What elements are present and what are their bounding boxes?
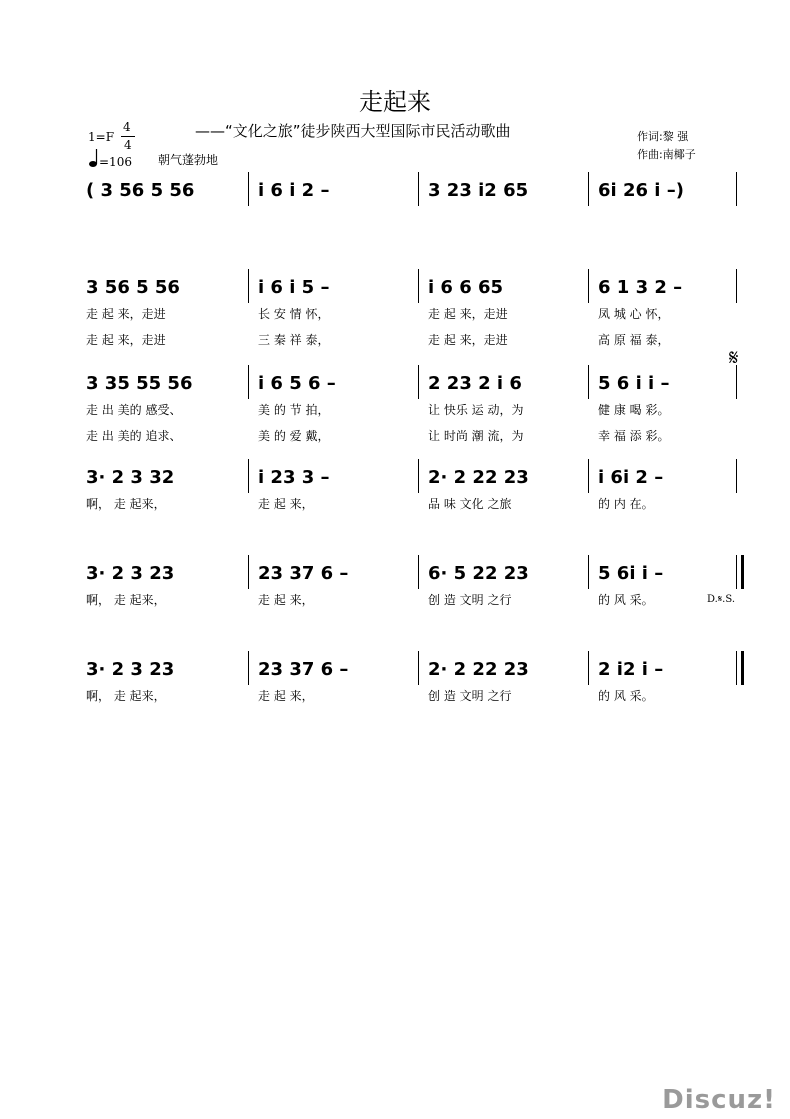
barline: [588, 269, 589, 303]
expression-marking: 朝气蓬勃地: [158, 153, 219, 167]
lyric-text: 啊， 走 起来，: [86, 593, 166, 607]
measure-notes: 2· 2 22 23: [428, 659, 529, 680]
measure-notes: ( 3 56 5 56: [86, 180, 195, 201]
measure-notes: 3· 2 3 23: [86, 563, 175, 584]
lyric-text: 让 时尚 潮 流，为: [428, 429, 524, 443]
lyric-text: 品 味 文化 之旅: [428, 497, 512, 511]
measure-notes: i 6 5 6 –: [258, 373, 336, 394]
lyric-text: 凤 城 心 怀，: [598, 307, 670, 321]
lyric-text: 走 起 来，: [258, 593, 314, 607]
time-signature-top: 4: [123, 120, 131, 134]
ds-marking: D.𝄋.S.: [707, 594, 735, 605]
lyric-text: 走 起 来，走进: [86, 307, 166, 321]
barline: [248, 459, 249, 493]
notes-line: [86, 659, 746, 689]
barline: [588, 651, 589, 685]
barline: [588, 459, 589, 493]
measure-notes: 3 35 55 56: [86, 373, 193, 394]
lyric-text: 走 起 来，: [258, 689, 314, 703]
lyric-text: 长 安 情 怀，: [258, 307, 330, 321]
measure-notes: 5 6i i –: [598, 563, 664, 584]
barline: [588, 172, 589, 206]
measure-notes: 6i 26 i –): [598, 180, 684, 201]
barline: [248, 172, 249, 206]
barline: [418, 555, 419, 589]
lyric-text: 的 风 采。: [598, 593, 654, 607]
measure-notes: 3· 2 3 23: [86, 659, 175, 680]
lyric-text: 啊， 走 起来，: [86, 497, 166, 511]
barline: [736, 651, 737, 685]
barline: [588, 555, 589, 589]
lyric-text: 走 出 美的 感受、: [86, 403, 182, 417]
measure-notes: 3 56 5 56: [86, 277, 180, 298]
lyric-text: 创 造 文明 之行: [428, 593, 512, 607]
measure-notes: 6· 5 22 23: [428, 563, 529, 584]
time-signature-line: [121, 136, 135, 137]
measure-notes: 5 6 i i –: [598, 373, 670, 394]
barline: [248, 651, 249, 685]
notes-line: [86, 563, 746, 593]
song-title: 走起来: [359, 88, 431, 116]
barline: [736, 269, 737, 303]
lyric-text: 走 起 来，走进: [86, 333, 166, 347]
watermark: Discuz!: [662, 1085, 776, 1115]
lyric-text: 三 秦 祥 泰，: [258, 333, 330, 347]
barline: [418, 172, 419, 206]
barline: [418, 365, 419, 399]
lyric-text: 的 内 在。: [598, 497, 654, 511]
notes-line: [86, 467, 746, 497]
measure-notes: 23 37 6 –: [258, 659, 349, 680]
measure-notes: i 23 3 –: [258, 467, 330, 488]
segno-icon: 𝄋: [729, 346, 739, 371]
measure-notes: 2 23 2 i 6: [428, 373, 522, 394]
barline: [418, 651, 419, 685]
lyric-text: 美 的 爱 戴，: [258, 429, 330, 443]
lyric-text: 高 原 福 泰，: [598, 333, 670, 347]
barline: [588, 365, 589, 399]
measure-notes: 2· 2 22 23: [428, 467, 529, 488]
notes-line: [86, 277, 746, 307]
lyric-text: 幸 福 添 彩。: [598, 429, 670, 443]
key-signature: 1=F: [88, 130, 115, 144]
lyric-text: 走 起 来，走进: [428, 307, 508, 321]
barline: [248, 365, 249, 399]
tempo-marking: =106: [99, 155, 132, 169]
lyric-text: 走 起 来，: [258, 497, 314, 511]
barline: [418, 269, 419, 303]
measure-notes: 3· 2 3 32: [86, 467, 175, 488]
notes-line: [86, 373, 746, 403]
measure-notes: 23 37 6 –: [258, 563, 349, 584]
barline: [736, 555, 737, 589]
lyric-text: 走 起 来，走进: [428, 333, 508, 347]
lyric-text: 走 出 美的 追求、: [86, 429, 182, 443]
lyricist-credit: 作词:黎 强: [637, 130, 689, 143]
final-barline: [741, 651, 744, 685]
lyric-text: 创 造 文明 之行: [428, 689, 512, 703]
barline: [418, 459, 419, 493]
measure-notes: i 6 i 2 –: [258, 180, 330, 201]
measure-notes: 2 i2 i –: [598, 659, 664, 680]
measure-notes: 6 1 3 2 –: [598, 277, 683, 298]
barline: [248, 555, 249, 589]
notes-line: [86, 180, 746, 210]
final-barline: [741, 555, 744, 589]
measure-notes: i 6i 2 –: [598, 467, 664, 488]
time-signature-bottom: 4: [124, 138, 132, 152]
lyric-text: 健 康 喝 彩。: [598, 403, 670, 417]
barline: [736, 459, 737, 493]
measure-notes: i 6 i 5 –: [258, 277, 330, 298]
barline: [248, 269, 249, 303]
measure-notes: 3 23 i2 65: [428, 180, 529, 201]
lyric-text: 的 风 采。: [598, 689, 654, 703]
song-subtitle: ——“文化之旅”徒步陕西大型国际市民活动歌曲: [195, 122, 511, 140]
composer-credit: 作曲:南椰子: [637, 148, 696, 161]
lyric-text: 美 的 节 拍，: [258, 403, 330, 417]
barline: [736, 172, 737, 206]
lyric-text: 让 快乐 运 动，为: [428, 403, 524, 417]
measure-notes: i 6 6 65: [428, 277, 504, 298]
lyric-text: 啊， 走 起来，: [86, 689, 166, 703]
